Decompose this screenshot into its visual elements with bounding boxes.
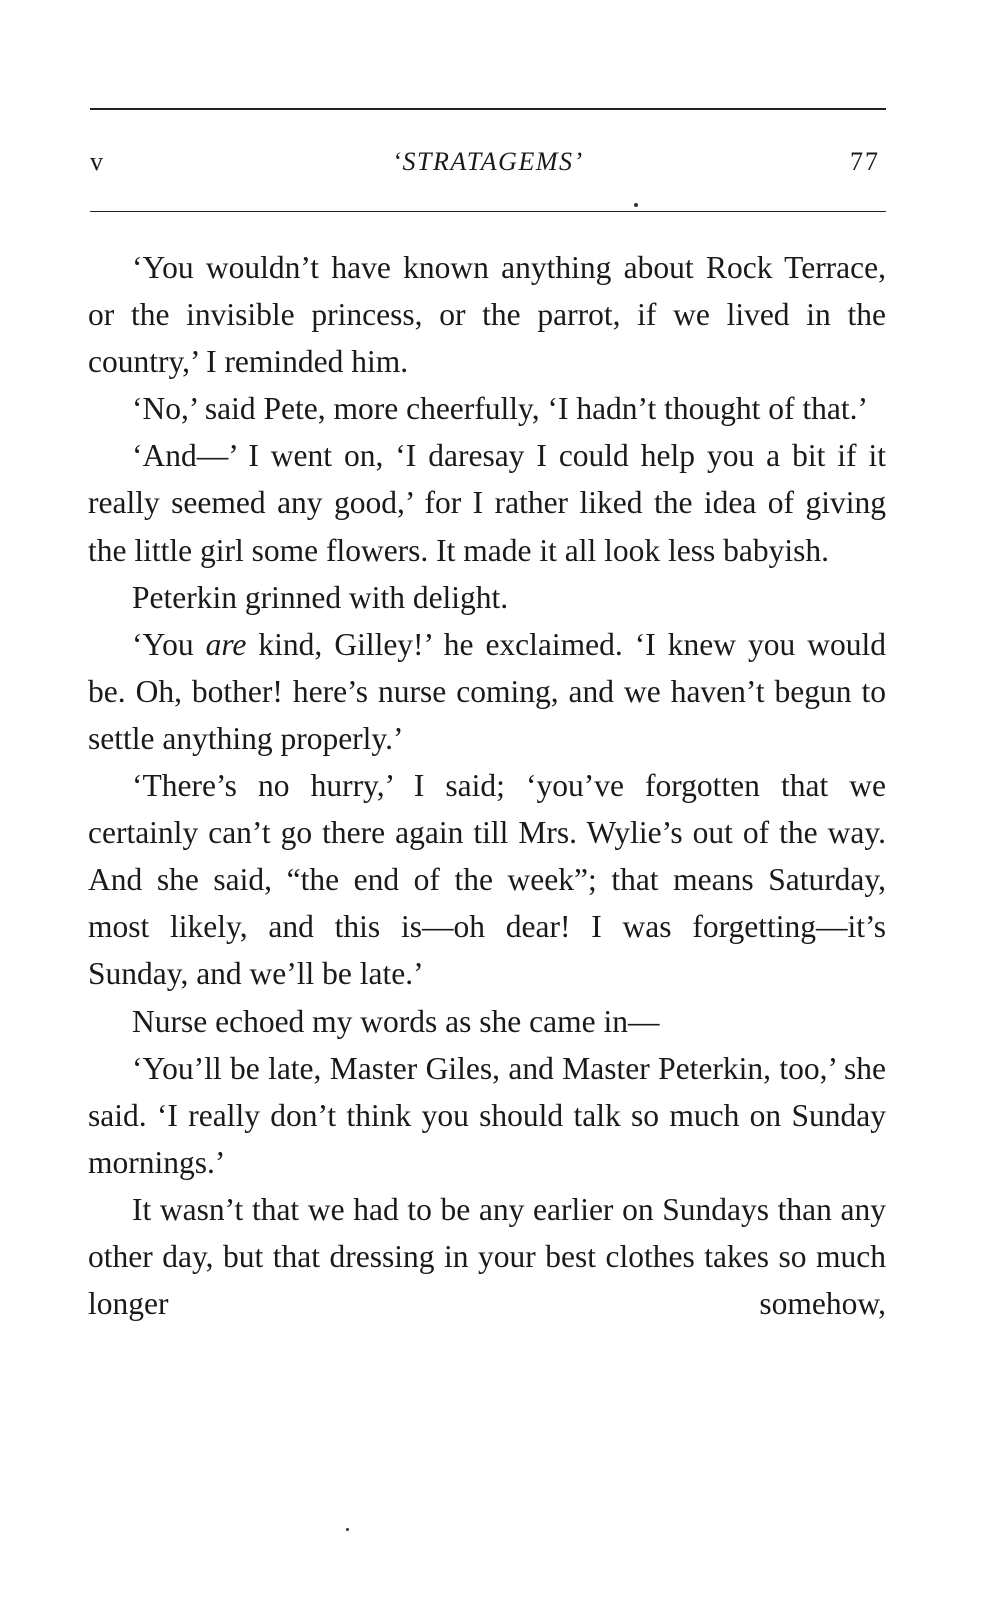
- text-run: Peterkin grinned with delight.: [132, 579, 509, 615]
- header-rule-bottom: [90, 211, 886, 212]
- paragraph: [88, 998, 886, 1045]
- paragraph: [88, 385, 886, 432]
- header-rule-top: [90, 108, 886, 110]
- page-number: 77: [850, 147, 880, 176]
- paragraph: [88, 762, 886, 997]
- text-run: Nurse echoed my words as she came in—: [132, 1003, 660, 1039]
- print-speck: [634, 203, 638, 207]
- text-run: ‘And—’ I went on, ‘I daresay I could help you a bit if it really seemed any good,’ for I rather liked the idea of giving the little girl some flowers. It made it all look less babyish.: [88, 438, 886, 568]
- paragraph: [88, 432, 886, 573]
- paragraph: [88, 1045, 886, 1186]
- print-speck: [346, 1528, 349, 1531]
- text-run: ‘You’ll be late, Master Giles, and Master Peterkin, too,’ she said. ‘I really don’t think you should talk so much on Sunday mornings.’: [88, 1050, 886, 1180]
- paragraph: [88, 621, 886, 762]
- running-title: ‘STRATAGEMS’: [392, 147, 584, 176]
- section-numeral: v: [90, 147, 103, 176]
- text-run: ‘You: [132, 626, 206, 662]
- text-run: ‘You wouldn’t have known anything about Rock Terrace, or the invisible princess, or the parrot, if we lived in the country,’ I reminded him.: [88, 250, 886, 380]
- paragraph: [88, 244, 886, 385]
- text-run: kind, Gilley!’ he exclaimed. ‘I knew you would be. Oh, bother! here’s nurse coming, and we haven’t begun to settle anything properly.’: [88, 626, 886, 756]
- italic-run: are: [205, 626, 247, 662]
- text-run: ‘There’s no hurry,’ I said; ‘you’ve forgotten that we certainly can’t go there again till Mrs. Wylie’s out of the way. And she said, “the end of the week”; that means Saturday, most likely, and this is—oh dear! I was forgetting—it’s Sunday, and we’ll be late.’: [88, 768, 886, 992]
- paragraph: [88, 1186, 886, 1327]
- text-run: ‘No,’ said Pete, more cheerfully, ‘I hadn’t thought of that.’: [132, 391, 868, 427]
- text-run: It wasn’t that we had to be any earlier on Sundays than any other day, but that dressing in your best clothes takes so much longer somehow,: [88, 1191, 886, 1322]
- paragraph: [88, 574, 886, 621]
- body-text: [88, 244, 886, 1327]
- running-head: [90, 142, 886, 182]
